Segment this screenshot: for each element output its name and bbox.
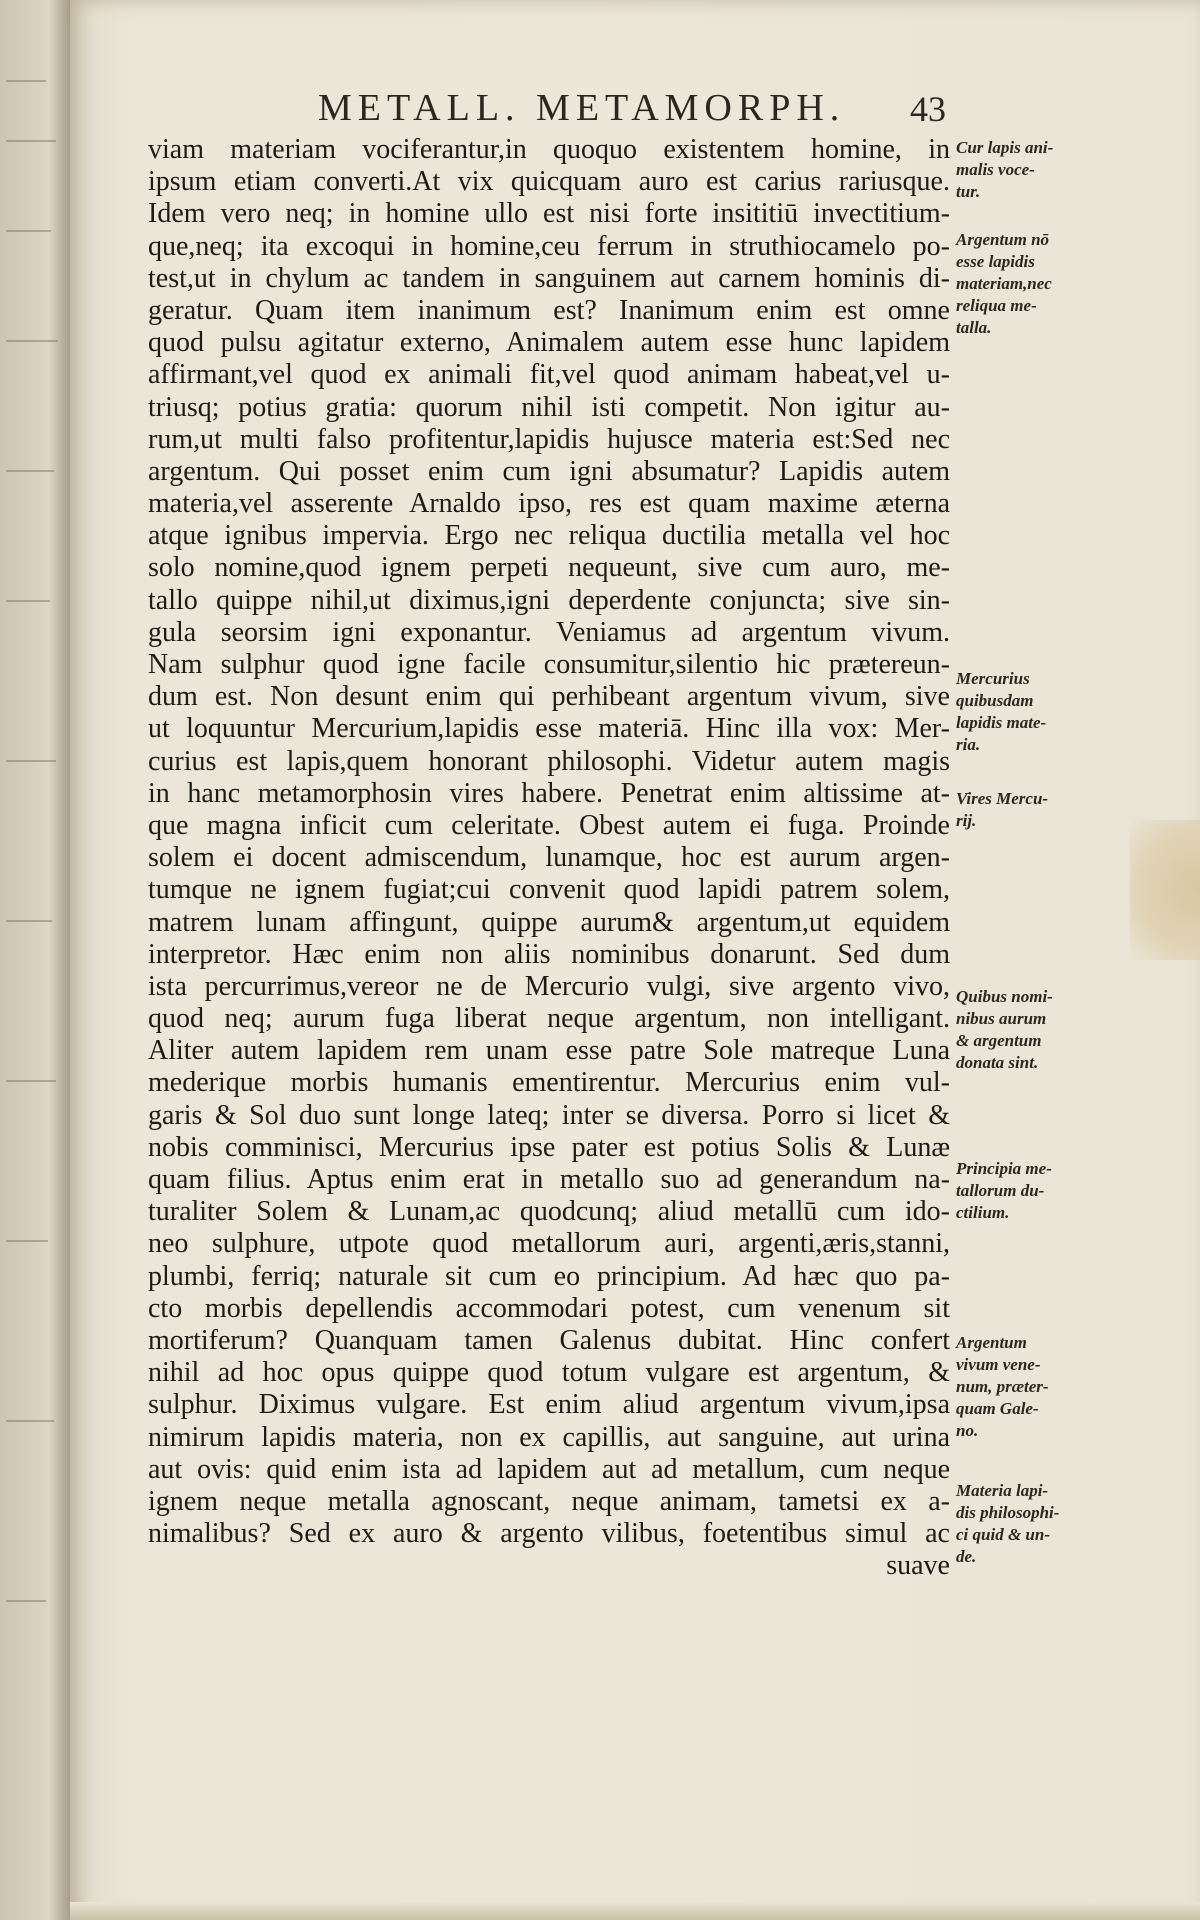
margin-note-line: num, præter- [956, 1377, 1049, 1396]
margin-note-line: de. [956, 1547, 977, 1566]
margin-note-line: malis voce- [956, 160, 1035, 179]
margin-note-line: Principia me- [956, 1159, 1052, 1178]
text-line: tumque ne ignem fugiat;cui convenit quod lapidi patrem solem, [148, 874, 950, 906]
text-line: mortiferum? Quanquam tamen Galenus dubitat. Hinc confert [148, 1324, 950, 1356]
text-line: Aliter autem lapidem rem unam esse patre Sole matreque Luna [148, 1035, 950, 1067]
text-line: dum est. Non desunt enim qui perhibeant argentum vivum, sive [148, 681, 950, 713]
text-line: ignem neque metalla agnoscant, neque animam, tametsi ex a- [148, 1485, 950, 1517]
text-line: argentum. Qui posset enim cum igni absumatur? Lapidis autem [148, 455, 950, 487]
margin-note-line: talla. [956, 318, 992, 337]
text-line: que magna inficit cum celeritate. Obest autem ei fuga. Proinde [148, 809, 950, 841]
margin-note-line: materiam,nec [956, 274, 1052, 293]
margin-note-line: esse lapidis [956, 252, 1035, 271]
margin-note-line: Argentum [956, 1333, 1027, 1352]
margin-note-line: tur. [956, 182, 981, 201]
margin-note [956, 788, 1106, 832]
text-line: suave [886, 1550, 950, 1582]
text-line: mederique morbis humanis ementirentur. Mercurius enim vul- [148, 1067, 950, 1099]
text-line: matrem lunam affingunt, quippe aurum& argentum,ut equidem [148, 906, 950, 938]
margin-note-line: tallorum du- [956, 1181, 1045, 1200]
body-text [148, 134, 950, 1582]
margin-note [956, 137, 1106, 203]
text-line: nimalibus? Sed ex auro & argento vilibus, foetentibus simul ac [148, 1518, 950, 1550]
text-line: ipsum etiam converti.At vix quicquam auro est carius rariusque. [148, 166, 950, 198]
margin-note-line: & argentum [956, 1031, 1042, 1050]
text-line: interpretor. Hæc enim non aliis nominibus donarunt. Sed dum [148, 938, 950, 970]
margin-note-line: Mercurius [956, 669, 1030, 688]
text-line: solo nomine,quod ignem perpeti nequeunt, sive cum auro, me- [148, 552, 950, 584]
margin-note-line: donata sint. [956, 1053, 1039, 1072]
margin-note [956, 229, 1106, 339]
text-line: plumbi, ferriq; naturale sit cum eo principium. Ad hæc quo pa- [148, 1260, 950, 1292]
text-line: geratur. Quam item inanimum est? Inanimum enim est omne [148, 294, 950, 326]
margin-note-line: ci quid & un- [956, 1525, 1050, 1544]
text-line: nimirum lapidis materia, non ex capillis, aut sanguine, aut urina [148, 1421, 950, 1453]
text-line: turaliter Solem & Lunam,ac quodcunq; aliud metallū cum ido- [148, 1196, 950, 1228]
text-line: in hanc metamorphosin vires habere. Penetrat enim altissime at- [148, 777, 950, 809]
text-line: materia,vel asserente Arnaldo ipso, res est quam maxime æterna [148, 488, 950, 520]
margin-note-line: Argentum nō [956, 230, 1050, 249]
text-line: Nam sulphur quod igne facile consumitur,silentio hic prætereun- [148, 649, 950, 680]
text-line: rum,ut multi falso profitentur,lapidis hujusce materia est:Sed nec [148, 423, 950, 455]
text-line: triusq; potius gratia: quorum nihil isti competit. Non igitur au- [148, 391, 950, 423]
margin-note-line: lapidis mate- [956, 713, 1047, 732]
running-title: METALL. METAMORPH. [318, 87, 846, 129]
text-line: sulphur. Diximus vulgare. Est enim aliud argentum vivum,ipsa [148, 1389, 950, 1421]
text-line: neo sulphure, utpote quod metallorum auri, argenti,æris,stanni, [148, 1228, 950, 1260]
text-line: solem ei docent admiscendum, lunamque, hoc est aurum argen- [148, 842, 950, 874]
text-line: quam filius. Aptus enim erat in metallo suo ad generandum na- [148, 1164, 950, 1195]
text-line: test,ut in chylum ac tandem in sanguinem aut carnem hominis di- [148, 262, 950, 294]
text-line: tallo quippe nihil,ut diximus,igni deperdente conjuncta; sive sin- [148, 584, 950, 616]
margin-note-line: ria. [956, 735, 981, 754]
margin-note-line: Vires Mercu- [956, 789, 1049, 808]
text-line: aut ovis: quid enim ista ad lapidem aut ad metallum, cum neque [148, 1453, 950, 1485]
text-line: curius est lapis,quem honorant philosophi. Videtur autem magis [148, 745, 950, 777]
text-line: gula seorsim igni exponantur. Veniamus ad argentum vivum. [148, 616, 950, 648]
margin-note-line: ctilium. [956, 1203, 1010, 1222]
text-line: atque ignibus impervia. Ergo nec reliqua ductilia metalla vel hoc [148, 520, 950, 552]
margin-note [956, 1480, 1106, 1568]
margin-note-line: dis philosophi- [956, 1503, 1060, 1522]
margin-note-line: vivum vene- [956, 1355, 1041, 1374]
text-line: nihil ad hoc opus quippe quod totum vulgare est argentum, & [148, 1357, 950, 1389]
text-line: que,neq; ita excoqui in homine,ceu ferrum in struthiocamelo po- [148, 230, 950, 262]
facing-page-edge [0, 0, 70, 1920]
text-line: viam materiam vociferantur,in quoquo existentem homine, in [148, 134, 950, 165]
margin-note-line: Materia lapi- [956, 1481, 1049, 1500]
page-number: 43 [910, 89, 946, 129]
margin-note-line: quibusdam [956, 691, 1034, 710]
text-line: quod neq; aurum fuga liberat neque argentum, non intelligant. [148, 1003, 950, 1035]
text-line: affirmant,vel quod ex animali fit,vel quod animam habeat,vel u- [148, 359, 950, 391]
page-stain [1130, 820, 1200, 960]
margin-note-line: reliqua me- [956, 296, 1037, 315]
text-line: ut loquuntur Mercurium,lapidis esse materiā. Hinc illa vox: Mer- [148, 713, 950, 745]
margin-note-line: nibus aurum [956, 1009, 1047, 1028]
margin-note-line: quam Gale- [956, 1399, 1039, 1418]
text-line: nobis comminisci, Mercurius ipse pater est potius Solis & Lunæ [148, 1131, 950, 1163]
margin-note-line: Quibus nomi- [956, 987, 1053, 1006]
margin-note-line: rij. [956, 811, 977, 830]
text-line: ista percurrimus,vereor ne de Mercurio vulgi, sive argento vivo, [148, 970, 950, 1002]
text-line: quod pulsu agitatur externo, Animalem autem esse hunc lapidem [148, 327, 950, 359]
margin-note [956, 1332, 1106, 1442]
margin-note-line: no. [956, 1421, 979, 1440]
margin-note [956, 1158, 1106, 1224]
page-bottom-edge [70, 1902, 1200, 1920]
text-line: cto morbis depellendis accommodari potest, cum venenum sit [148, 1292, 950, 1324]
margin-note-line: Cur lapis ani- [956, 138, 1054, 157]
text-line: Idem vero neq; in homine ullo est nisi forte insititiū invectitium- [148, 198, 950, 230]
margin-note [956, 986, 1106, 1074]
text-line: garis & Sol duo sunt longe lateq; inter se diversa. Porro si licet & [148, 1099, 950, 1131]
margin-note [956, 668, 1106, 756]
